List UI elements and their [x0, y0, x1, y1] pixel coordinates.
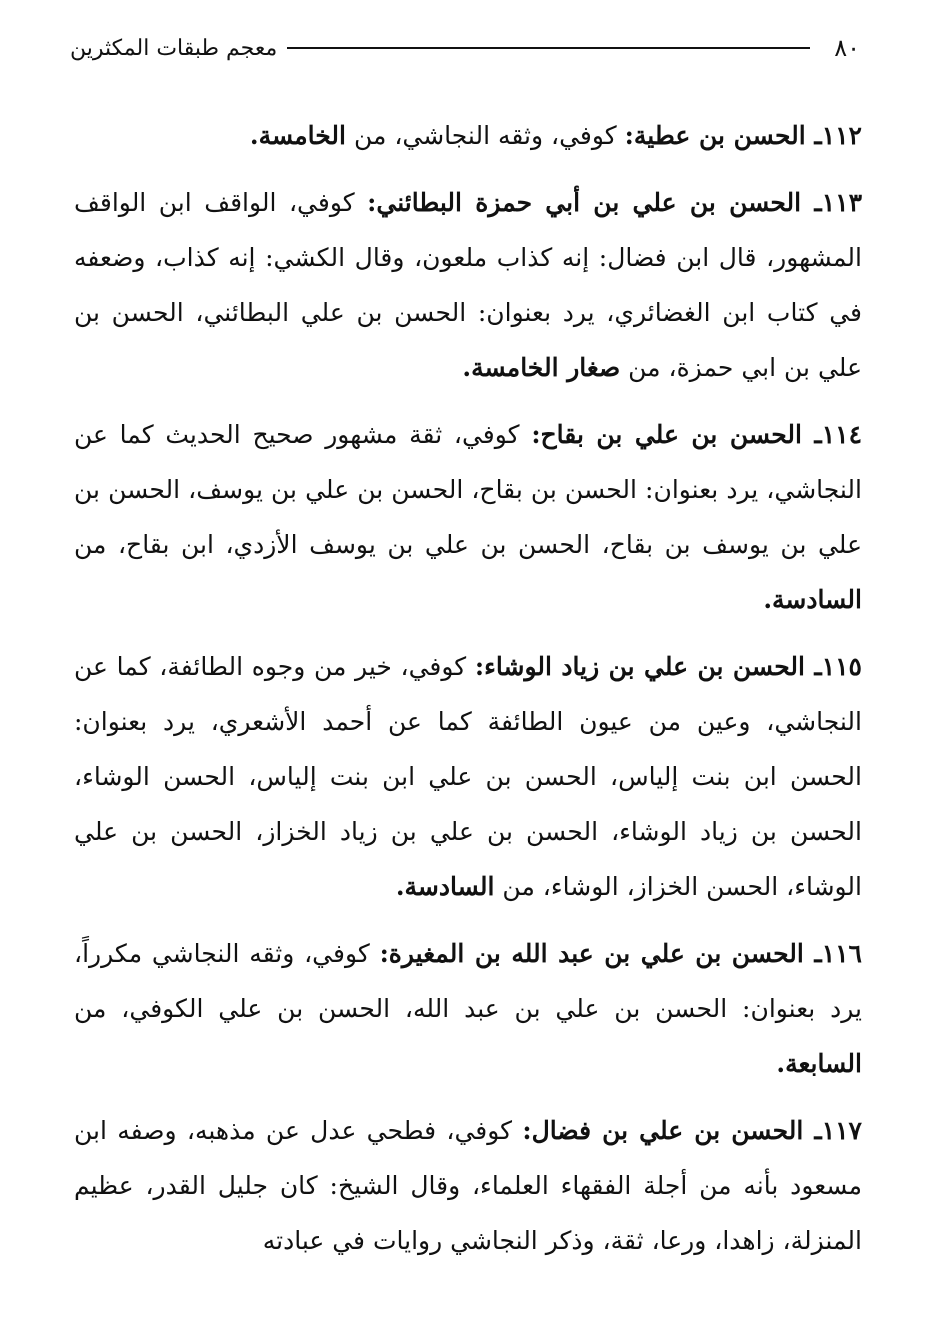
entry-text: كوفي، وثقه النجاشي مكرراً، يرد بعنوان: الحسن بن علي بن عبد الله، الحسن بن علي الكوفي، من [74, 939, 862, 1023]
entry-text: كوفي، فطحي عدل عن مذهبه، وصفه ابن مسعود بأنه من أجلة الفقهاء العلماء، وقال الشيخ: كان جليل القدر، عظيم المنزلة، زاهدا، ورعا، ثقة، وذكر النجاشي روايات في عبادته [74, 1116, 862, 1255]
entry-113 [74, 175, 862, 395]
entry-112 [74, 108, 862, 163]
running-header [70, 30, 860, 66]
entry-tail: السابعة. [776, 1049, 862, 1078]
header-rule [287, 47, 810, 49]
entry-heading: ١١٤ـ الحسن بن علي بن بقاح: [531, 420, 863, 449]
entry-tail: الخامسة. [249, 121, 346, 150]
entry-heading: ١١٣ـ الحسن بن علي بن أبي حمزة البطائني: [367, 188, 863, 217]
entry-115 [74, 639, 862, 914]
entry-heading: ١١٥ـ الحسن بن علي بن زياد الوشاء: [474, 652, 862, 681]
entry-heading: ١١٦ـ الحسن بن علي بن عبد الله بن المغيرة: [379, 939, 862, 968]
entry-text: كوفي، ثقة مشهور صحيح الحديث كما عن النجاشي، يرد بعنوان: الحسن بن بقاح، الحسن بن علي بن يوسف، الحسن بن علي بن يوسف بن بقاح، الحسن بن علي بن يوسف الأزدي، ابن بقاح، من [74, 420, 863, 559]
page-number: ٨٠ [834, 34, 860, 62]
entry-116 [74, 926, 862, 1091]
entry-heading: ١١٧ـ الحسن بن علي بن فضال: [522, 1116, 862, 1145]
book-title: معجم طبقات المكثرين [70, 35, 278, 61]
entry-tail: السادسة. [763, 585, 862, 614]
entry-text: كوفي، الواقف ابن الواقف المشهور، قال ابن فضال: إنه كذاب ملعون، وقال الكشي: إنه كذاب، وضعفه في كتاب ابن الغضائري، يرد بعنوان: الحسن بن علي البطائني، الحسن بن علي بن ابي حمزة، من [74, 188, 862, 382]
entry-117 [74, 1103, 862, 1268]
entry-114 [74, 407, 862, 627]
entry-tail: السادسة. [395, 872, 495, 901]
entry-tail: صغار الخامسة. [462, 353, 621, 382]
entry-heading: ١١٢ـ الحسن بن عطية: [624, 121, 862, 150]
entry-text: كوفي، خير من وجوه الطائفة، كما عن النجاشي، وعين من عيون الطائفة كما عن أحمد الأشعري، يرد بعنوان: الحسن ابن بنت إلياس، الحسن بن علي ابن بنت إلياس، الحسن الوشاء، الحسن بن زياد الوشاء، الحسن بن علي بن زياد الخزاز، الحسن بن علي الوشاء، الحسن الخزاز، الوشاء، من [74, 652, 862, 901]
entry-text: كوفي، وثقه النجاشي، من [346, 121, 625, 150]
body-text [74, 108, 862, 1280]
